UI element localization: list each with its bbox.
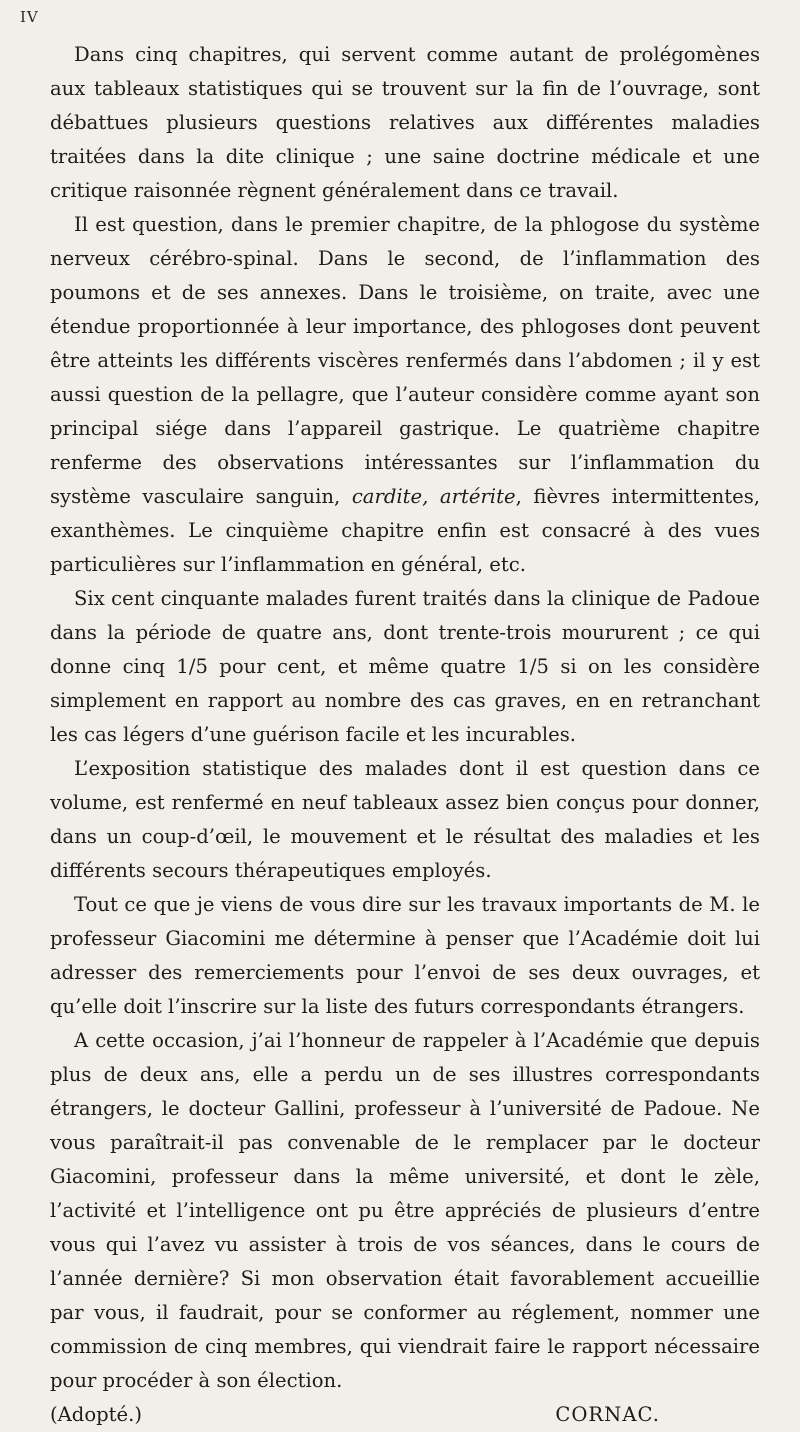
- adopted-note: (Adopté.): [50, 1403, 143, 1426]
- paragraph-patient-statistics: Six cent cinquante malades furent traités dans la clinique de Padoue dans la période de quatre ans, dont trente-trois moururent ; ce qui donne cinq 1/5 pour cent, et même quatre 1/5 si on les considère simplement en rapport au nombre des cas graves, en en retranchant les cas légers d’une guérison facile et les incurables.: [50, 587, 760, 746]
- body-text: [50, 38, 760, 1432]
- paragraph-chapter-summary-tail: , fièvres intermittentes, exanthèmes. Le cinquième chapitre enfin est consacré à des vues particulières sur l’inflammation en général, etc.: [50, 485, 760, 576]
- page-number: IV: [20, 8, 39, 26]
- paragraph-recommendation: Tout ce que je viens de vous dire sur les travaux importants de M. le professeur Giacomini me détermine à penser que l’Académie doit lui adresser des remerciements pour l’envoi de ses deux ouvrages, et qu’elle doit l’inscrire sur la liste des futurs correspondants étrangers.: [50, 893, 760, 1018]
- paragraph-statistical-tables: L’exposition statistique des malades dont il est question dans ce volume, est renfermé en neuf tableaux assez bien conçus pour donner, dans un coup-d’œil, le mouvement et le résultat des maladies et les différents secours thérapeutiques employés.: [50, 757, 760, 882]
- italic-terms: cardite, artérite: [351, 485, 516, 508]
- paragraph-chapter-summary: [50, 208, 760, 582]
- closing-line: [50, 1398, 660, 1432]
- author-signature: CORNAC.: [555, 1403, 660, 1426]
- paragraph-chapters-intro: Dans cinq chapitres, qui servent comme autant de prolégomènes aux tableaux statistiques qui se trouvent sur la fin de l’ouvrage, sont débattues plusieurs questions relatives aux différentes maladies traitées dans la dite clinique ; une saine doctrine médicale et une critique raisonnée règnent généralement dans ce travail.: [50, 43, 760, 202]
- paragraph-chapter-summary-text: Il est question, dans le premier chapitre, de la phlogose du système nerveux cérébro-spinal. Dans le second, de l’inflammation des poumons et de ses annexes. Dans le troisième, on traite, avec une étendue proportionnée à leur importance, des phlogoses dont peuvent être atteints les différents viscères renfermés dans l’abdomen ; il y est aussi question de la pellagre, que l’auteur considère comme ayant son principal siége dans l’appareil gastrique. Le quatrième chapitre renferme des observations intéressantes sur l’inflammation du système vasculaire sanguin,: [50, 213, 760, 508]
- paragraph-correspondent-proposal: A cette occasion, j’ai l’honneur de rappeler à l’Académie que depuis plus de deux ans, elle a perdu un de ses illustres correspondants étrangers, le docteur Gallini, professeur à l’université de Padoue. Ne vous paraîtrait-il pas convenable de le remplacer par le docteur Giacomini, professeur dans la même université, et dont le zèle, l’activité et l’intelligence ont pu être appréciés de plusieurs d’entre vous qui l’avez vu assister à trois de vos séances, dans le cours de l’année dernière? Si mon observation était favorablement accueillie par vous, il faudrait, pour se conformer au réglement, nommer une commission de cinq membres, qui viendrait faire le rapport nécessaire pour procéder à son élection.: [50, 1029, 760, 1392]
